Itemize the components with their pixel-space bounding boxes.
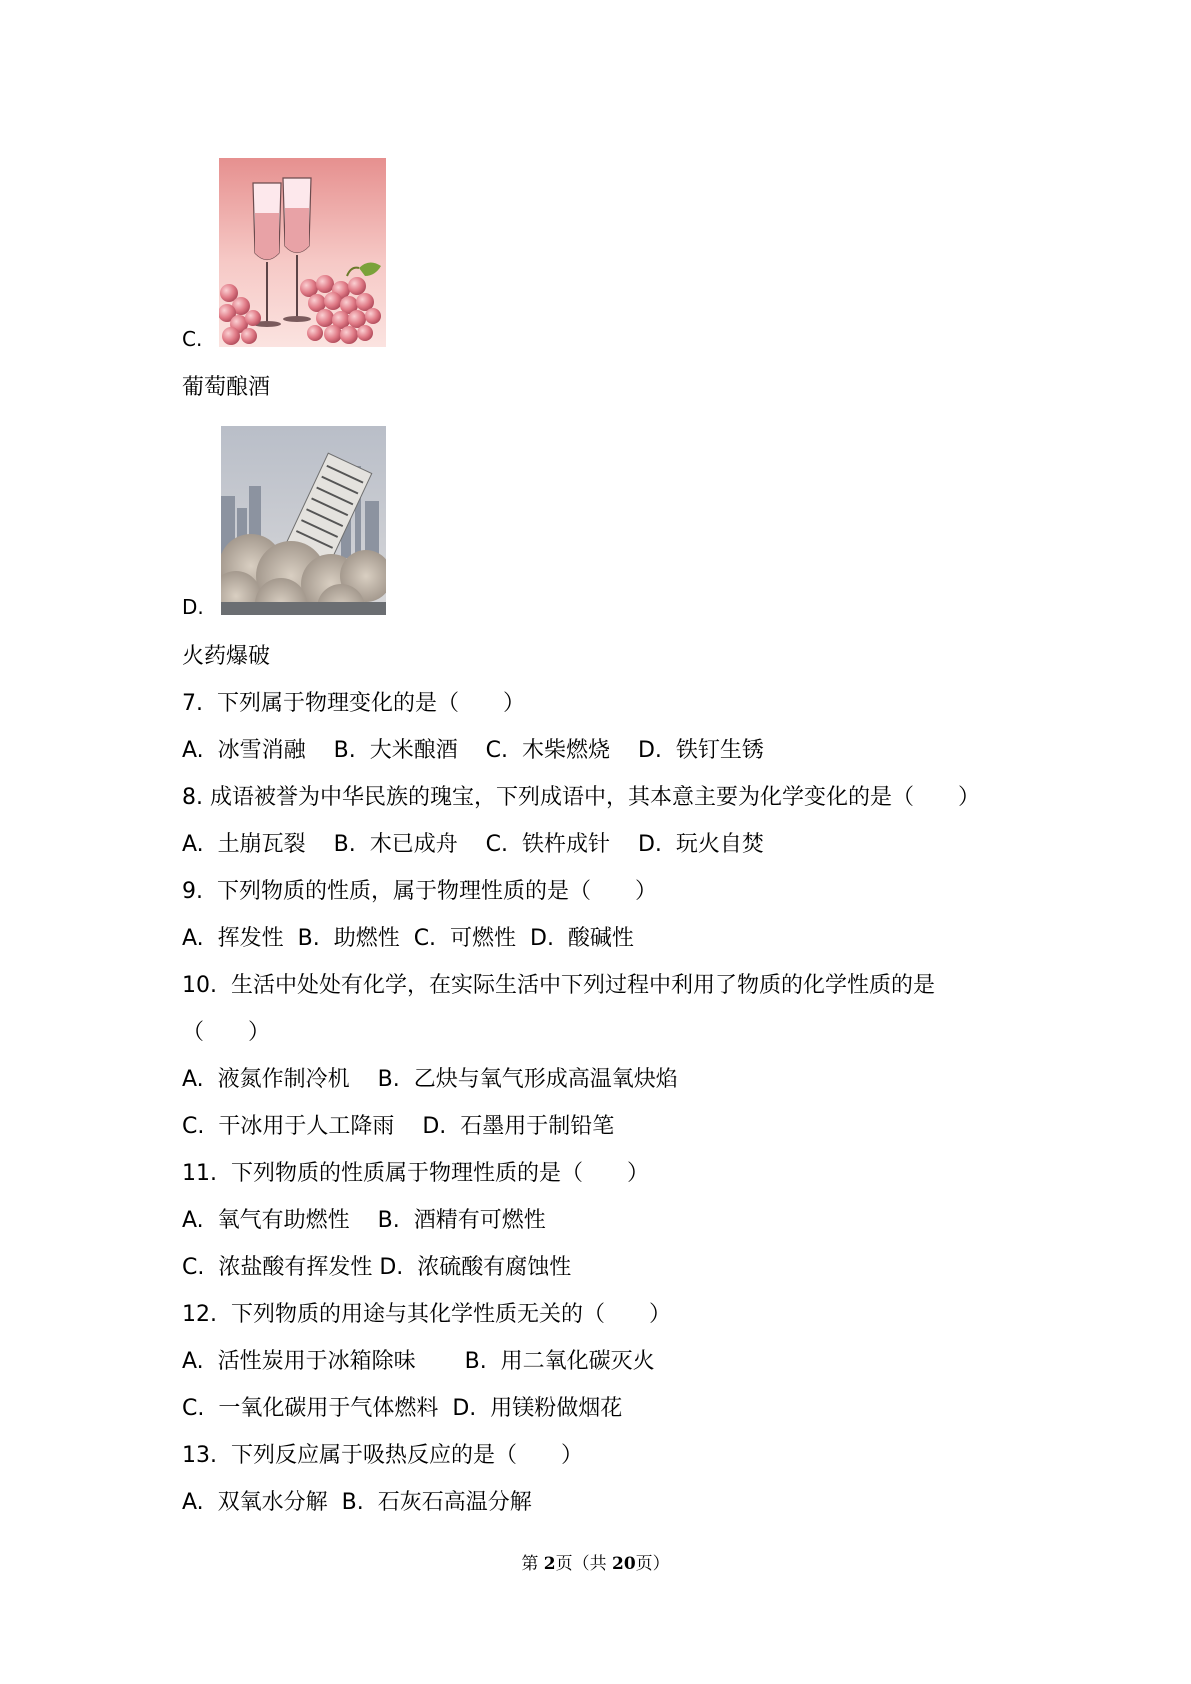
- question-stem-continuation: （ ）: [182, 1020, 271, 1045]
- question-stem: 9. 下列物质的性质，属于物理性质的是（ ）: [182, 879, 657, 904]
- building-demolition-photo: [221, 426, 386, 615]
- footer-prefix: 第: [521, 1554, 544, 1574]
- question-options: A. 氧气有助燃性 B. 酒精有可燃性: [182, 1208, 546, 1233]
- footer-total-pages: 20: [611, 1554, 636, 1574]
- question-options: A. 挥发性 B. 助燃性 C. 可燃性 D. 酸碱性: [182, 926, 634, 951]
- question-options: C. 浓盐酸有挥发性 D. 浓硫酸有腐蚀性: [182, 1255, 572, 1280]
- question-options: A. 液氮作制冷机 B. 乙炔与氧气形成高温氧炔焰: [182, 1067, 678, 1092]
- question-options: A. 冰雪消融 B. 大米酿酒 C. 木柴燃烧 D. 铁钉生锈: [182, 738, 764, 763]
- question-stem: 13. 下列反应属于吸热反应的是（ ）: [182, 1443, 583, 1468]
- option-c-caption: 葡萄酿酒: [182, 375, 271, 400]
- question-stem: 11. 下列物质的性质属于物理性质的是（ ）: [182, 1161, 649, 1186]
- question-stem: 7. 下列属于物理变化的是（ ）: [182, 691, 525, 716]
- footer-page-number: 2: [543, 1554, 556, 1574]
- question-options: C. 一氧化碳用于气体燃料 D. 用镁粉做烟花: [182, 1396, 623, 1421]
- question-options: A. 活性炭用于冰箱除味 B. 用二氧化碳灭火: [182, 1349, 655, 1374]
- page-footer: [0, 1553, 1191, 1575]
- question-stem: 8. 成语被誉为中华民族的瑰宝，下列成语中，其本意主要为化学变化的是（ ）: [182, 785, 980, 810]
- wine-glasses-grapes-photo: [219, 158, 386, 347]
- question-options: A. 土崩瓦裂 B. 木已成舟 C. 铁杵成针 D. 玩火自焚: [182, 832, 764, 857]
- question-options: A. 双氧水分解 B. 石灰石高温分解: [182, 1490, 532, 1515]
- question-stem: 10. 生活中处处有化学，在实际生活中下列过程中利用了物质的化学性质的是: [182, 973, 935, 998]
- footer-suffix: 页）: [635, 1554, 670, 1574]
- question-options: C. 干冰用于人工降雨 D. 石墨用于制铅笔: [182, 1114, 615, 1139]
- footer-middle: 页（共: [555, 1554, 612, 1574]
- option-c-letter: C.: [182, 327, 203, 351]
- question-stem: 12. 下列物质的用途与其化学性质无关的（ ）: [182, 1302, 671, 1327]
- option-d-caption: 火药爆破: [182, 644, 271, 669]
- option-d-letter: D.: [182, 595, 204, 619]
